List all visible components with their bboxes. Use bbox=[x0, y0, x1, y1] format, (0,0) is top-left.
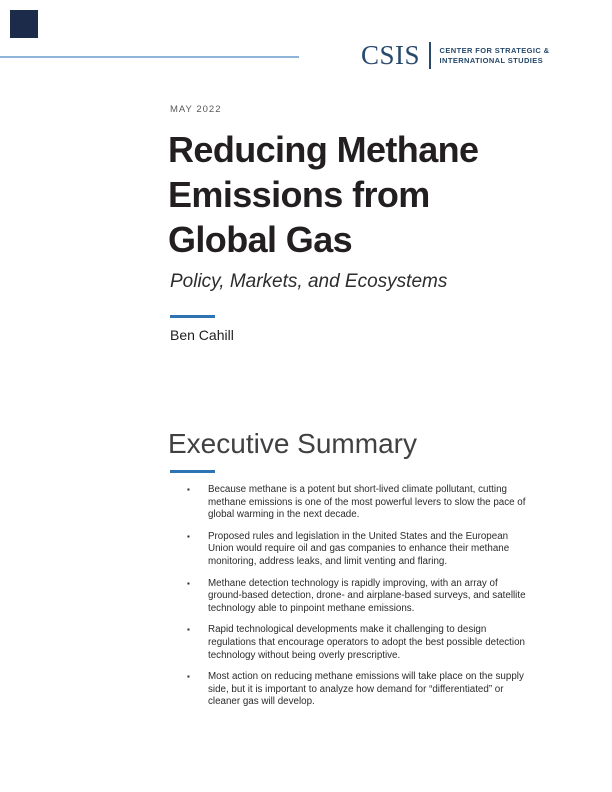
executive-summary-heading: Executive Summary bbox=[168, 428, 417, 459]
logo-tagline bbox=[440, 46, 550, 65]
bullet-item: ▪ Rapid technological developments make it challenging to design regulations that encourage operators to adopt the best possible detection technology without being overly prescriptive. bbox=[187, 624, 533, 662]
report-title bbox=[168, 127, 478, 262]
author-name: Ben Cahill bbox=[170, 327, 234, 343]
logo-tagline-line1: CENTER FOR STRATEGIC & bbox=[439, 46, 550, 55]
executive-summary-list bbox=[187, 484, 533, 718]
heading-accent-rule bbox=[170, 470, 215, 473]
header-rule bbox=[0, 56, 299, 58]
report-subtitle: Policy, Markets, and Ecosystems bbox=[170, 271, 448, 292]
brand-corner-square bbox=[10, 10, 38, 38]
logo-divider bbox=[429, 42, 431, 69]
bullet-item: ▪ Most action on reducing methane emissions will take place on the supply side, but it is important to analyze how demand for “differentiated” or cleaner gas will develop. bbox=[187, 671, 533, 709]
csis-logo bbox=[361, 42, 549, 69]
subtitle-accent-rule bbox=[170, 315, 215, 318]
logo-tagline-line2: INTERNATIONAL STUDIES bbox=[439, 55, 544, 65]
bullet-item: ▪ Because methane is a potent but short-lived climate pollutant, cutting methane emissions is one of the most powerful levers to slow the pace of global warming in the next decade. bbox=[187, 484, 533, 522]
report-title-line2: Emissions from bbox=[168, 174, 430, 215]
bullet-item: ▪ Proposed rules and legislation in the United States and the European Union would require oil and gas companies to enhance their methane monitoring, address leaks, and limit venting and flaring. bbox=[187, 531, 533, 569]
publication-date: MAY 2022 bbox=[170, 104, 222, 115]
csis-wordmark: CSIS bbox=[361, 40, 421, 70]
report-title-line1: Reducing Methane bbox=[168, 129, 479, 170]
report-title-line3: Global Gas bbox=[168, 219, 353, 260]
bullet-item: ▪ Methane detection technology is rapidly improving, with an array of ground-based detection, drone- and airplane-based surveys, and satellite technology able to pinpoint methane emissions. bbox=[187, 578, 533, 616]
